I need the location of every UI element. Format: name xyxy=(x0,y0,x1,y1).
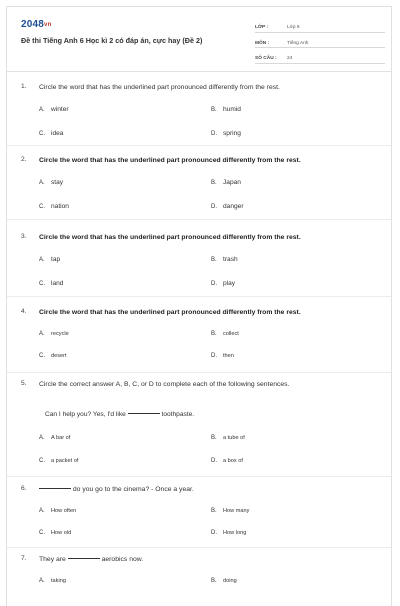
meta-row-subject xyxy=(255,35,385,49)
question-sentence: Can I help you? Yes, I'd like toothpaste. xyxy=(45,411,195,418)
question-text: They are aerobics now. xyxy=(39,556,144,563)
meta-value: Tiếng Anh xyxy=(287,40,309,46)
question-divider xyxy=(7,219,391,220)
option-c[interactable]: C. How old xyxy=(39,530,72,536)
logo-number: 2048 xyxy=(21,19,45,30)
site-logo[interactable] xyxy=(21,19,51,30)
option-a[interactable]: A. tap xyxy=(39,256,61,263)
option-d[interactable]: D. spring xyxy=(211,130,241,137)
meta-info xyxy=(255,19,385,66)
question-number: 5. xyxy=(21,380,27,387)
option-d[interactable]: D. How long xyxy=(211,530,247,536)
option-a[interactable]: A. A bar of xyxy=(39,435,71,441)
option-a[interactable]: A. winter xyxy=(39,106,69,113)
meta-value: 24 xyxy=(287,56,293,61)
question-number: 7. xyxy=(21,555,27,562)
option-a[interactable]: A. How often xyxy=(39,508,77,514)
option-c[interactable]: C. a packet of xyxy=(39,458,79,464)
option-b[interactable]: B. trash xyxy=(211,256,238,263)
question-divider xyxy=(7,372,391,373)
option-b[interactable]: B. doing xyxy=(211,578,237,584)
question-number: 4. xyxy=(21,308,27,315)
option-b[interactable]: B. How many xyxy=(211,508,250,514)
option-d[interactable]: D. then xyxy=(211,353,234,359)
question-divider xyxy=(7,296,391,297)
question-divider xyxy=(7,547,391,548)
option-d[interactable]: D. a box of xyxy=(211,458,243,464)
answer-blank xyxy=(68,558,100,559)
option-c[interactable]: C. idea xyxy=(39,130,64,137)
option-d[interactable]: D. play xyxy=(211,280,236,287)
option-b[interactable]: B. humid xyxy=(211,106,241,113)
question-text: Circle the word that has the underlined part pronounced differently from the rest. xyxy=(39,84,280,91)
meta-label: MÔN : xyxy=(255,40,270,46)
page-title: Đề thi Tiếng Anh 6 Học kì 2 có đáp án, cực hay (Đề 2) xyxy=(21,36,203,45)
option-a[interactable]: A. taking xyxy=(39,578,66,584)
question-text: do you go to the cinema? - Once a year. xyxy=(39,484,379,496)
question-number: 1. xyxy=(21,83,27,90)
option-d[interactable]: D. danger xyxy=(211,203,244,210)
question-divider xyxy=(7,145,391,146)
option-c[interactable]: C. nation xyxy=(39,203,69,210)
question-text: Circle the word that has the underlined part pronounced differently from the rest. xyxy=(39,157,301,164)
meta-label: LỚP : xyxy=(255,25,269,30)
exam-sheet xyxy=(6,6,392,606)
logo-suffix: vn xyxy=(44,22,52,28)
meta-value: Lớp 6 xyxy=(287,25,300,30)
option-c[interactable]: C. desert xyxy=(39,353,67,359)
option-b[interactable]: B. a tube of xyxy=(211,435,245,441)
question-text: Circle the word that has the underlined part pronounced differently from the rest. xyxy=(39,234,301,241)
meta-label: SỐ CÂU : xyxy=(255,56,277,61)
option-a[interactable]: A. stay xyxy=(39,179,64,186)
header-divider xyxy=(7,71,391,72)
question-divider xyxy=(7,476,391,477)
meta-row-count xyxy=(255,50,385,64)
option-a[interactable]: A. recycle xyxy=(39,331,69,337)
meta-row-class xyxy=(255,19,385,33)
answer-blank xyxy=(39,488,71,489)
option-b[interactable]: B. collect xyxy=(211,331,239,337)
question-number: 2. xyxy=(21,156,27,163)
question-text: Circle the word that has the underlined part pronounced differently from the rest. xyxy=(39,309,301,316)
option-b[interactable]: B. Japan xyxy=(211,179,241,186)
option-c[interactable]: C. land xyxy=(39,280,64,287)
page-header xyxy=(7,7,391,67)
answer-blank xyxy=(128,413,160,414)
question-number: 3. xyxy=(21,233,27,240)
question-number: 6. xyxy=(21,485,27,492)
question-text: Circle the correct answer A, B, C, or D to complete each of the following sentences. xyxy=(39,381,290,388)
